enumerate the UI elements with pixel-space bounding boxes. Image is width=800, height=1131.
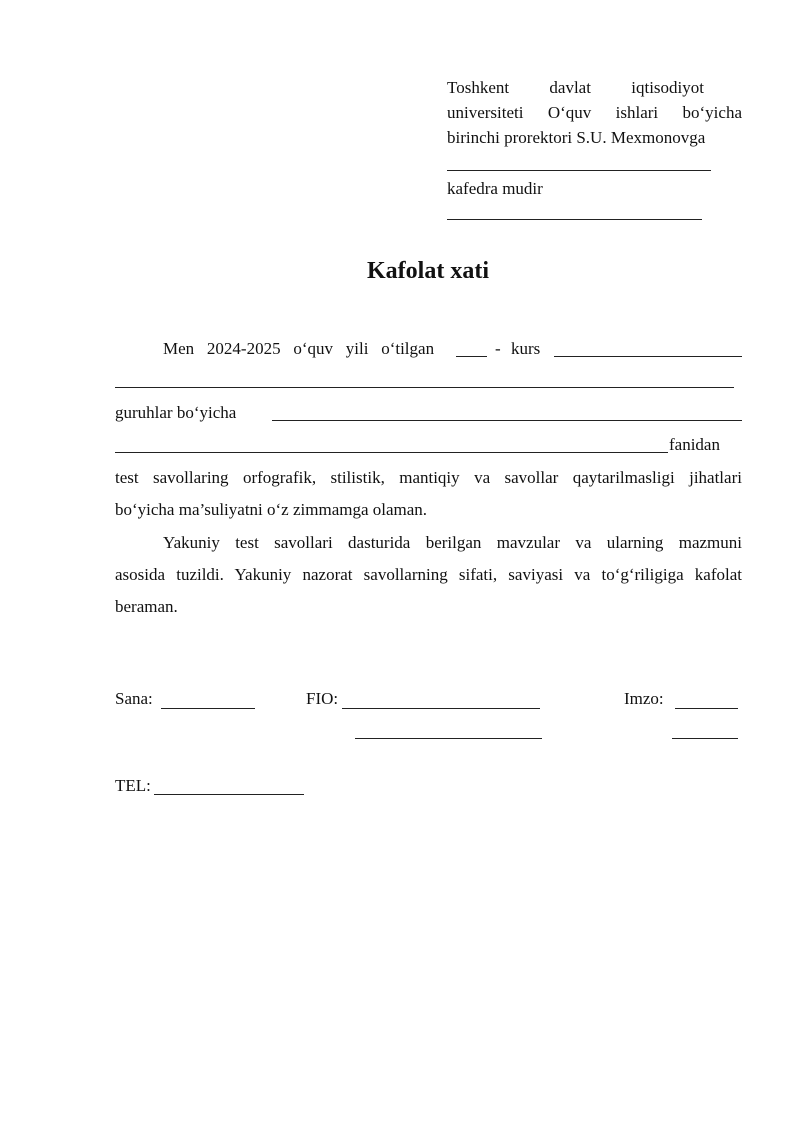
text: 2024-2025 xyxy=(206,339,281,358)
fio-blank-line-2 xyxy=(355,738,542,739)
text: o‘tilgan xyxy=(381,339,435,358)
blank-line xyxy=(115,387,734,388)
text: Men xyxy=(163,339,195,358)
groups-blank-line xyxy=(272,420,742,421)
addressee-word: O‘quv xyxy=(547,103,592,122)
addressee-word: universiteti xyxy=(447,103,524,122)
document-title: Kafolat xati xyxy=(367,258,489,284)
p2-line-1: Yakuniy test savollari dasturida berilgan mavzular va ularning mazmuni xyxy=(163,533,742,552)
fio-label: FIO: xyxy=(306,689,339,708)
addressee-word: davlat xyxy=(549,78,591,97)
fio-blank-line xyxy=(342,708,540,709)
addressee-block xyxy=(447,75,742,150)
word: va xyxy=(474,468,491,487)
addressee-word: iqtisodiyot xyxy=(631,78,704,97)
addressee-line-1 xyxy=(447,75,742,100)
text: o‘quv xyxy=(293,339,334,358)
word: mantiqiy xyxy=(399,468,460,487)
word: test xyxy=(115,468,139,487)
p1-line-6: bo‘yicha ma’suliyatni o‘z zimmamga olaman. xyxy=(115,500,428,519)
addressee-word: Toshkent xyxy=(447,78,510,97)
signature-blank-line xyxy=(675,708,738,709)
phone-blank-line xyxy=(154,794,304,795)
department-head-label: kafedra mudir xyxy=(447,179,543,198)
course-name-blank-line xyxy=(554,356,742,357)
course-blank-line xyxy=(456,356,487,357)
text: - xyxy=(495,339,501,358)
addressee-line-2 xyxy=(447,100,742,125)
word: orfografik, xyxy=(242,468,317,487)
groups-label: guruhlar bo‘yicha xyxy=(115,403,237,422)
text: kurs xyxy=(511,339,541,358)
signature-blank-line-2 xyxy=(672,738,738,739)
p1-line-5 xyxy=(115,462,742,494)
text: yili xyxy=(345,339,369,358)
addressee-word: ishlari xyxy=(615,103,659,122)
addressee-blank-line xyxy=(447,170,711,171)
addressee-line-3: birinchi prorektori S.U. Mexmonovga xyxy=(447,128,706,147)
department-head-blank-line xyxy=(447,219,702,220)
date-blank-line xyxy=(161,708,255,709)
word: jihatlari xyxy=(689,468,742,487)
phone-label: TEL: xyxy=(115,776,151,795)
word: savollar xyxy=(504,468,559,487)
p2-line-3: beraman. xyxy=(115,597,178,616)
signature-label: Imzo: xyxy=(624,689,664,708)
subject-suffix: fanidan xyxy=(669,435,720,454)
subject-blank-line xyxy=(115,452,668,453)
word: qaytarilmasligi xyxy=(572,468,675,487)
p1-line-1 xyxy=(163,333,434,365)
p2-line-2: asosida tuzildi. Yakuniy nazorat savollarning sifati, saviyasi va to‘g‘riligiga kafolat xyxy=(115,565,742,584)
word: savollaring xyxy=(153,468,229,487)
word: stilistik, xyxy=(330,468,385,487)
addressee-word: bo‘yicha xyxy=(682,103,742,122)
date-label: Sana: xyxy=(115,689,153,708)
